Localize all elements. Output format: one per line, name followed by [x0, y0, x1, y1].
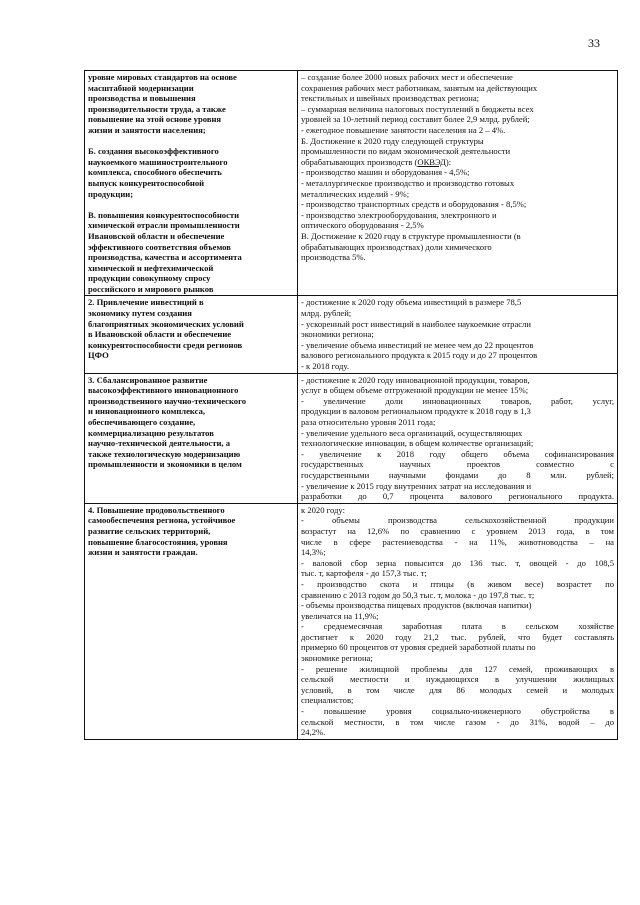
result-text-line: 14,3%; [301, 547, 326, 558]
result-text-line: - ускоренный рост инвестиций в наиболее наукоемкие отрасли [301, 318, 531, 329]
result-text-line: продукции в валовом региональном продукте к 2018 году в 1,3 [301, 406, 531, 417]
goal-text-line: обеспечивающего создание, [88, 417, 196, 427]
result-text-line: сельской местности, в том числе газом - до 31%, водой – до [301, 716, 614, 727]
table-row [85, 71, 618, 296]
goal-text-line: развитие сельских территорий, [88, 525, 211, 536]
goal-text-line: экономику путем создания [88, 308, 192, 319]
result-text-line: примерно 60 процентов от уровня средней заработной платы по [301, 642, 536, 653]
goal-text-line: благоприятных экономических условий [88, 318, 244, 329]
result-text-line: - увеличение объема инвестиций не менее чем до 22 процентов [301, 339, 534, 350]
result-text-line: сохранения рабочих мест работникам, занятым на действующих [301, 82, 538, 93]
result-text-line: - валовой сбор зерна повысится до 136 тыс. т, овощей - до 108,5 [301, 557, 614, 568]
table-row [85, 296, 618, 373]
result-text-line: - достижение к 2020 году объема инвестиций в размере 78,5 [301, 297, 522, 308]
result-text-line: государственными научными фондами до 8 млн. рублей; [301, 469, 614, 480]
result-text-line: - решение жилищной проблемы для 127 семей, проживающих в [301, 663, 614, 674]
result-text-line: - ежегодное повышение занятости населения на 2 – 4%. [301, 124, 506, 135]
goal-text-line: Б. создания высокоэффективного [88, 146, 219, 157]
result-text-line: - повышение уровня социально-инженерного обустройства в [301, 706, 614, 717]
result-cell [298, 503, 618, 739]
result-text-line: - производство скота и птицы (в живом весе) возрастет по [301, 578, 614, 589]
goal-text-line: производственного научно-технического [88, 395, 247, 406]
result-text-line: Б. Достижение к 2020 году следующей структуры [301, 135, 484, 146]
result-text-line: возрастут на 12,6% по сравнению с уровнем 2013 года, в том [301, 525, 614, 536]
result-cell [298, 71, 618, 296]
goal-cell [85, 296, 298, 373]
result-text-line: обрабатывающих производствах) доли химического [301, 241, 492, 252]
result-text-line: увеличатся на 11,9%; [301, 610, 379, 621]
result-text-line: тыс. т, картофеля - до 157,3 тыс. т; [301, 568, 427, 579]
result-text-line: млрд. рублей; [301, 308, 352, 319]
result-text-line: услуг в общем объеме отгруженной продукции не менее 15%; [301, 385, 529, 396]
result-text-line: текстильных и швейных производствах региона; [301, 93, 480, 104]
result-text-line: - достижение к 2020 году инновационной продукции, товаров, [301, 374, 530, 385]
goal-text-line: повышение на этой основе уровня [88, 114, 222, 125]
result-text-line: специалистов; [301, 695, 354, 706]
spacer [88, 199, 294, 210]
goal-text-line: российского и мирового рынков [88, 283, 214, 294]
result-text-line: 24,2%. [301, 727, 326, 738]
result-text-line: - производство электрооборудования, электронного и [301, 209, 497, 220]
goal-text-line: высокоэффективного инновационного [88, 385, 239, 396]
goal-text-line: комплекса, способного обеспечить [88, 167, 222, 178]
result-text-line: экономики региона; [301, 329, 374, 340]
result-text-line: технологические инновации, в общем количестве организаций; [301, 438, 534, 449]
goal-text-line: в Ивановской области и обеспечение [88, 329, 232, 340]
result-text-line: промышленности по видам экономической деятельности [301, 146, 511, 157]
goal-text-line: коммерциализацию результатов [88, 427, 214, 438]
result-text-line: сравнению с 2013 годом до 50,3 тыс. т, молока - до 197,8 тыс. т; [301, 589, 535, 600]
spacer [88, 136, 294, 147]
goal-text-line: ЦФО [88, 350, 109, 361]
result-text-line: - увеличение к 2018 году общего объема софинансирования [301, 448, 614, 459]
result-text-line: - к 2018 году. [301, 361, 349, 372]
goal-text-line: конкурентоспособности среди регионов [88, 339, 243, 350]
goal-text-line: масштабной модернизации [88, 82, 194, 93]
goal-text-line: В. повышения конкурентоспособности [88, 209, 240, 220]
goal-text-line: промышленности и экономики в целом [88, 459, 242, 470]
result-text-line: условий, в том числе для 86 молодых семей и молодых [301, 684, 614, 695]
goal-text-line: жизни и занятости граждан. [88, 547, 198, 558]
result-text-line: раза относительно уровня 2011 года; [301, 417, 436, 427]
table-row [85, 503, 618, 739]
goal-text-line: продукции; [88, 188, 134, 199]
result-text-line: - увеличение удельного веса организаций, осуществляющих [301, 427, 523, 438]
goal-text-line: производства, качества и ассортимента [88, 252, 242, 263]
result-text-line: - увеличение к 2015 году внутренних затрат на исследования и [301, 480, 532, 491]
goal-text-line: 2. Привлечение инвестиций в [88, 297, 204, 308]
result-text-line: металлических изделий - 9%; [301, 188, 410, 199]
result-text-line: - увеличение доли инновационных товаров, работ, услуг, [301, 395, 614, 406]
goal-text-line: 4. Повышение продовольственного [88, 504, 225, 515]
result-text-line: В. Достижение к 2020 году в структуре промышленности (в [301, 230, 521, 241]
result-text-line: валового регионального продукта к 2015 году и до 27 процентов [301, 350, 538, 361]
goal-text-line: жизни и занятости населения; [88, 124, 206, 135]
goal-text-line: уровне мировых стандартов на основе [88, 72, 237, 82]
result-text-line: - среднемесячная заработная плата в сельском хозяйстве [301, 621, 614, 632]
goal-text-line: химической и нефтехимической [88, 262, 214, 273]
goal-text-line: химической отрасли промышленности [88, 220, 240, 231]
goal-text-line: производства и повышения [88, 93, 196, 104]
goal-text-line: производительности труда, а также [88, 103, 226, 114]
result-text-line: - объемы производства сельскохозяйственной продукции [301, 515, 614, 526]
result-text-line: уровней за 10-летний период составит более 2,9 млрд. рублей; [301, 114, 530, 125]
result-text-line: оптического оборудования - 2,5% [301, 220, 424, 231]
page-number: 33 [588, 36, 600, 50]
goal-cell [85, 71, 298, 296]
result-text-line: обрабатывающих производств (ОКВЭД): [301, 156, 452, 167]
goals-results-table [84, 70, 618, 740]
result-text-line: государственных научных проектов совместно с [301, 459, 614, 470]
goal-text-line: наукоемкого машиностроительного [88, 156, 228, 167]
result-text-line: - производство машин и оборудования - 4,5%; [301, 167, 470, 178]
goal-text-line: самообеспечения региона, устойчивое [88, 515, 236, 526]
result-text-line: – создание более 2000 новых рабочих мест и обеспечение [301, 72, 513, 82]
goal-cell [85, 503, 298, 739]
goal-text-line: научно-технической деятельности, а [88, 438, 230, 449]
result-text-line: сельской местности и нуждающихся в улучшении жилищных [301, 674, 614, 685]
goal-text-line: выпуск конкурентоспособной [88, 177, 205, 188]
goal-text-line: также технологическую модернизацию [88, 448, 241, 459]
goal-text-line: Ивановской области и обеспечение [88, 230, 225, 241]
result-text-line: разработки до 0,7 процента валового регионального продукта. [301, 491, 614, 502]
table-row [85, 373, 618, 503]
goal-text-line: продукции совокупному спросу [88, 273, 211, 284]
result-text-line: производства 5%. [301, 252, 366, 263]
goal-text-line: и инновационного комплекса, [88, 406, 206, 417]
result-text-line: - производство транспортных средств и оборудования - 8,5%; [301, 199, 527, 210]
result-text-line: к 2020 году: [301, 504, 345, 515]
result-cell [298, 296, 618, 373]
result-text-line: достигнет к 2020 году 21,2 тыс. рублей, что будет составлять [301, 631, 614, 642]
result-cell [298, 373, 618, 503]
result-text-line: - объемы производства пищевых продуктов (включая напитки) [301, 600, 532, 611]
goal-text-line: эффективного соответствия объемов [88, 241, 231, 252]
result-text-line: - металлургическое производство и производство готовых [301, 177, 515, 188]
goal-text-line: повышение благосостояния, уровня [88, 536, 228, 547]
result-text-line: числе в сфере растениеводства - на 11%, животноводства – на [301, 536, 614, 547]
goal-cell [85, 373, 298, 503]
result-text-line: экономике региона; [301, 653, 373, 664]
goal-text-line: 3. Сбалансированное развитие [88, 374, 208, 385]
result-text-line: – суммарная величина налоговых поступлений в бюджеты всех [301, 103, 534, 114]
